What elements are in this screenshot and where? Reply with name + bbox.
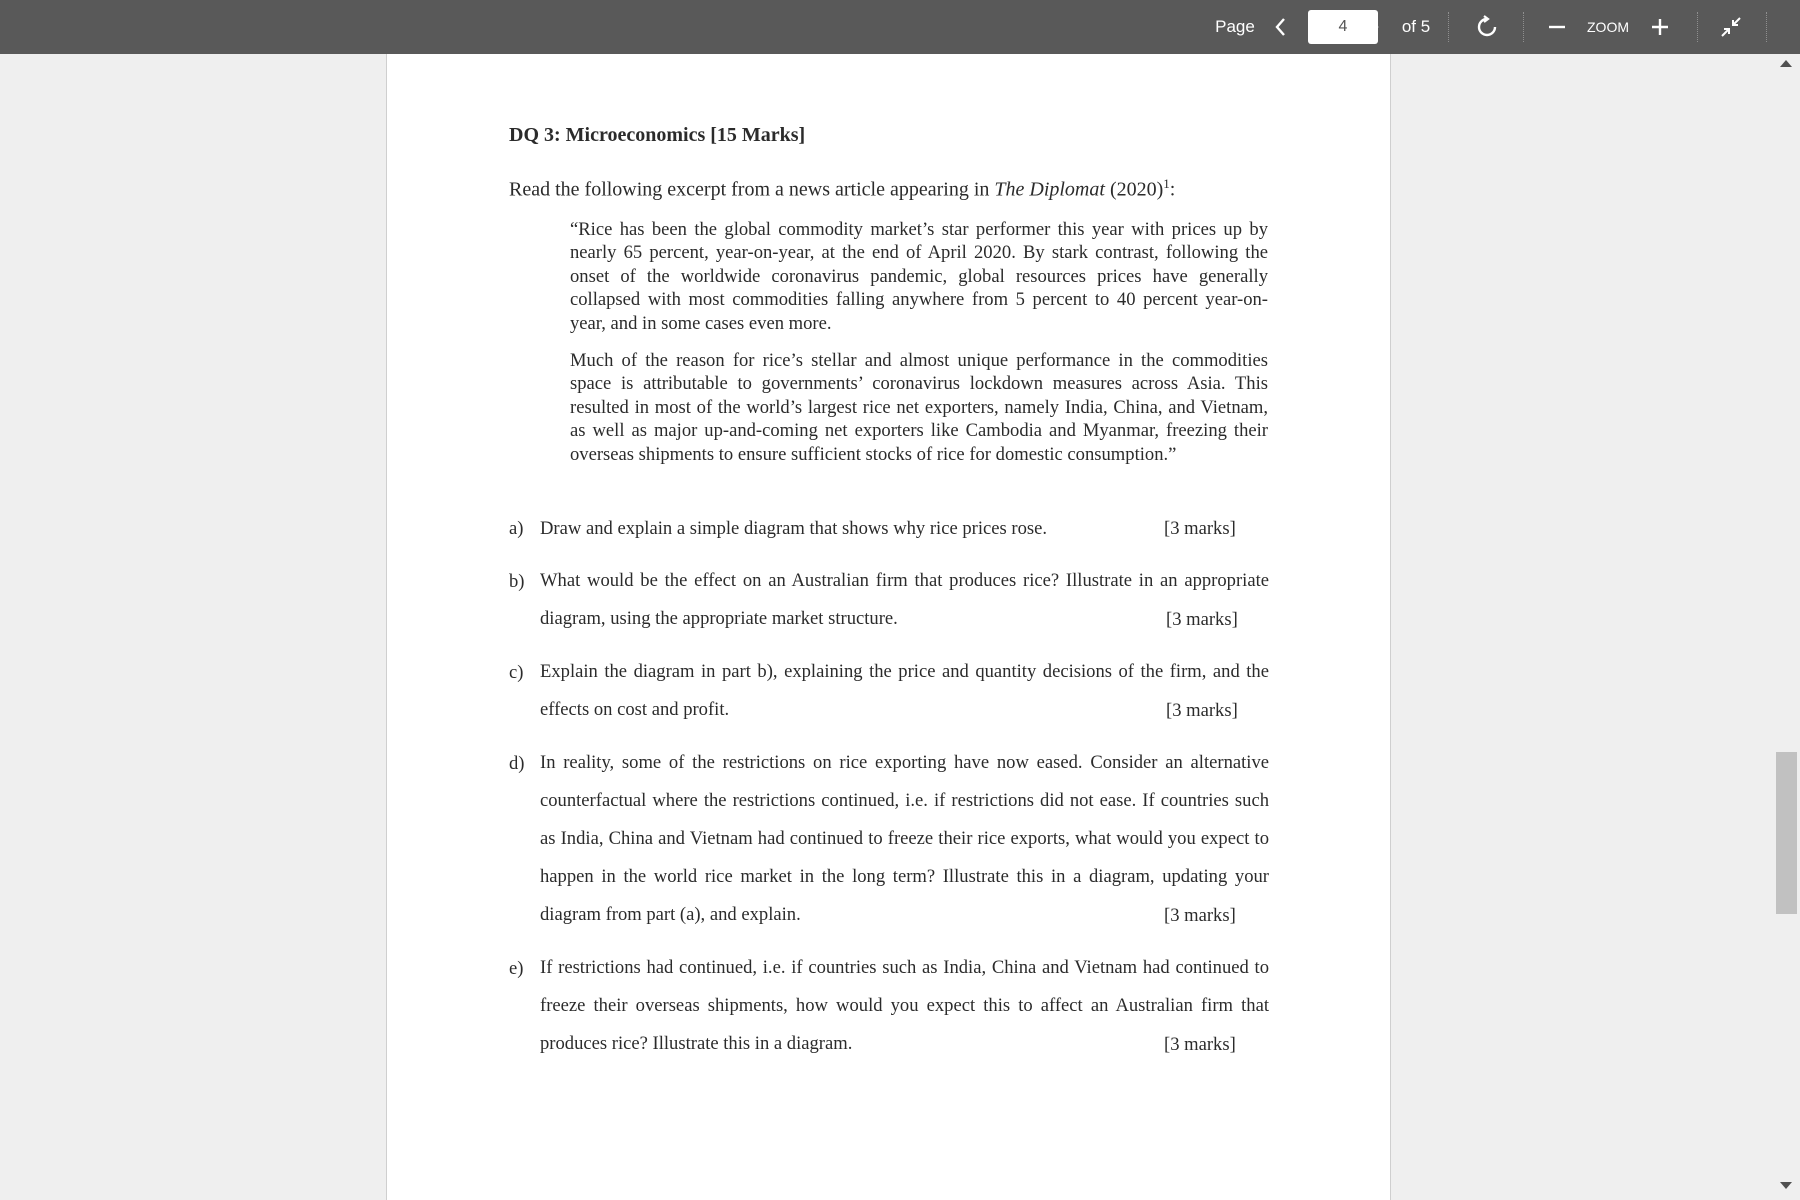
footnote-marker: 1: [1163, 176, 1170, 191]
question-letter: c): [509, 662, 524, 683]
intro-colon: :: [1169, 178, 1176, 201]
toolbar-divider: [1448, 12, 1449, 42]
toolbar-divider: [1697, 12, 1698, 42]
source-title: The Diplomat: [994, 178, 1105, 201]
toolbar-divider: [1523, 12, 1524, 42]
zoom-out-button[interactable]: [1540, 0, 1574, 54]
rotate-icon: [1475, 15, 1499, 39]
question-text: Explain the diagram in part b), explaining the price and quantity decisions of the firm, and the effects on cost and profit.: [540, 661, 1269, 720]
question-letter: a): [509, 518, 524, 539]
question-marks: [3 marks]: [1164, 518, 1236, 539]
question-text: If restrictions had continued, i.e. if countries such as India, China and Vietnam had continued to freeze their overseas shipments, how would you expect this to affect an Australian firm that produces rice? Illustrate this in a diagram.: [540, 957, 1269, 1054]
scroll-up-arrow[interactable]: [1780, 60, 1792, 67]
zoom-in-button[interactable]: [1643, 0, 1677, 54]
question-marks: [3 marks]: [1166, 609, 1238, 630]
question-letter: e): [509, 958, 524, 979]
minus-icon: [1548, 18, 1566, 36]
rotate-button[interactable]: [1470, 0, 1504, 54]
plus-icon: [1651, 18, 1669, 36]
prev-page-button[interactable]: [1264, 0, 1298, 54]
intro-year: (2020): [1104, 178, 1164, 201]
chevron-right-icon: [1366, 17, 1380, 37]
exit-fullscreen-button[interactable]: [1713, 0, 1749, 54]
pdf-toolbar: [0, 0, 1800, 54]
toolbar-divider: [1766, 12, 1767, 42]
page-label: Page: [1215, 17, 1255, 36]
intro-text: Read the following excerpt from a news article appearing in: [509, 178, 995, 201]
scrollbar-thumb[interactable]: [1776, 752, 1797, 914]
question-text: Draw and explain a simple diagram that shows why rice prices rose.: [540, 518, 1048, 539]
quote-paragraph: “Rice has been the global commodity market’s star performer this year with prices up by nearly 65 percent, year-on-year, at the end of April 2020. By stark contrast, following the onset of the worldwide coronavirus pandemic, global resources prices have generally collapsed with most commodities falling anywhere from 5 percent to 40 percent year-on-year, and in some cases even more.: [570, 219, 1268, 334]
question-heading: DQ 3: Microeconomics [15 Marks]: [509, 124, 806, 146]
document-viewer[interactable]: [0, 54, 1800, 1200]
quote-paragraph: Much of the reason for rice’s stellar and almost unique performance in the commodities space is attributable to governments’ coronavirus lockdown measures across Asia. This resulted in most of the world’s largest rice net exporters, namely India, China, and Vietnam, as well as major up-and-coming net exporters like Cambodia and Myanmar, freezing their overseas shipments to ensure sufficient stocks of rice for domestic consumption.”: [570, 350, 1268, 465]
collapse-icon: [1720, 16, 1742, 38]
question-letter: d): [509, 753, 525, 774]
question-text: In reality, some of the restrictions on rice exporting have now eased. Consider an alternative counterfactual where the restrictions continued, i.e. if restrictions did not ease. If countries such as India, China and Vietnam had continued to freeze their rice exports, what would you expect to happen in the world rice market in the long term? Illustrate this in a diagram, updating your diagram from part (a), and explain.: [540, 752, 1269, 925]
page-count: of 5: [1401, 17, 1431, 36]
intro-sentence: [509, 176, 1175, 202]
pdf-page: [386, 54, 1391, 1200]
zoom-label: ZOOM: [1587, 19, 1629, 35]
question-letter: b): [509, 571, 525, 592]
next-page-button[interactable]: [1356, 0, 1390, 54]
question-marks: [3 marks]: [1164, 1034, 1236, 1055]
question-marks: [3 marks]: [1164, 905, 1236, 926]
question-text: What would be the effect on an Australian firm that produces rice? Illustrate in an appropriate diagram, using the appropriate market structure.: [540, 570, 1269, 629]
question-marks: [3 marks]: [1166, 700, 1238, 721]
chevron-left-icon: [1274, 17, 1288, 37]
scroll-down-arrow[interactable]: [1780, 1182, 1792, 1189]
